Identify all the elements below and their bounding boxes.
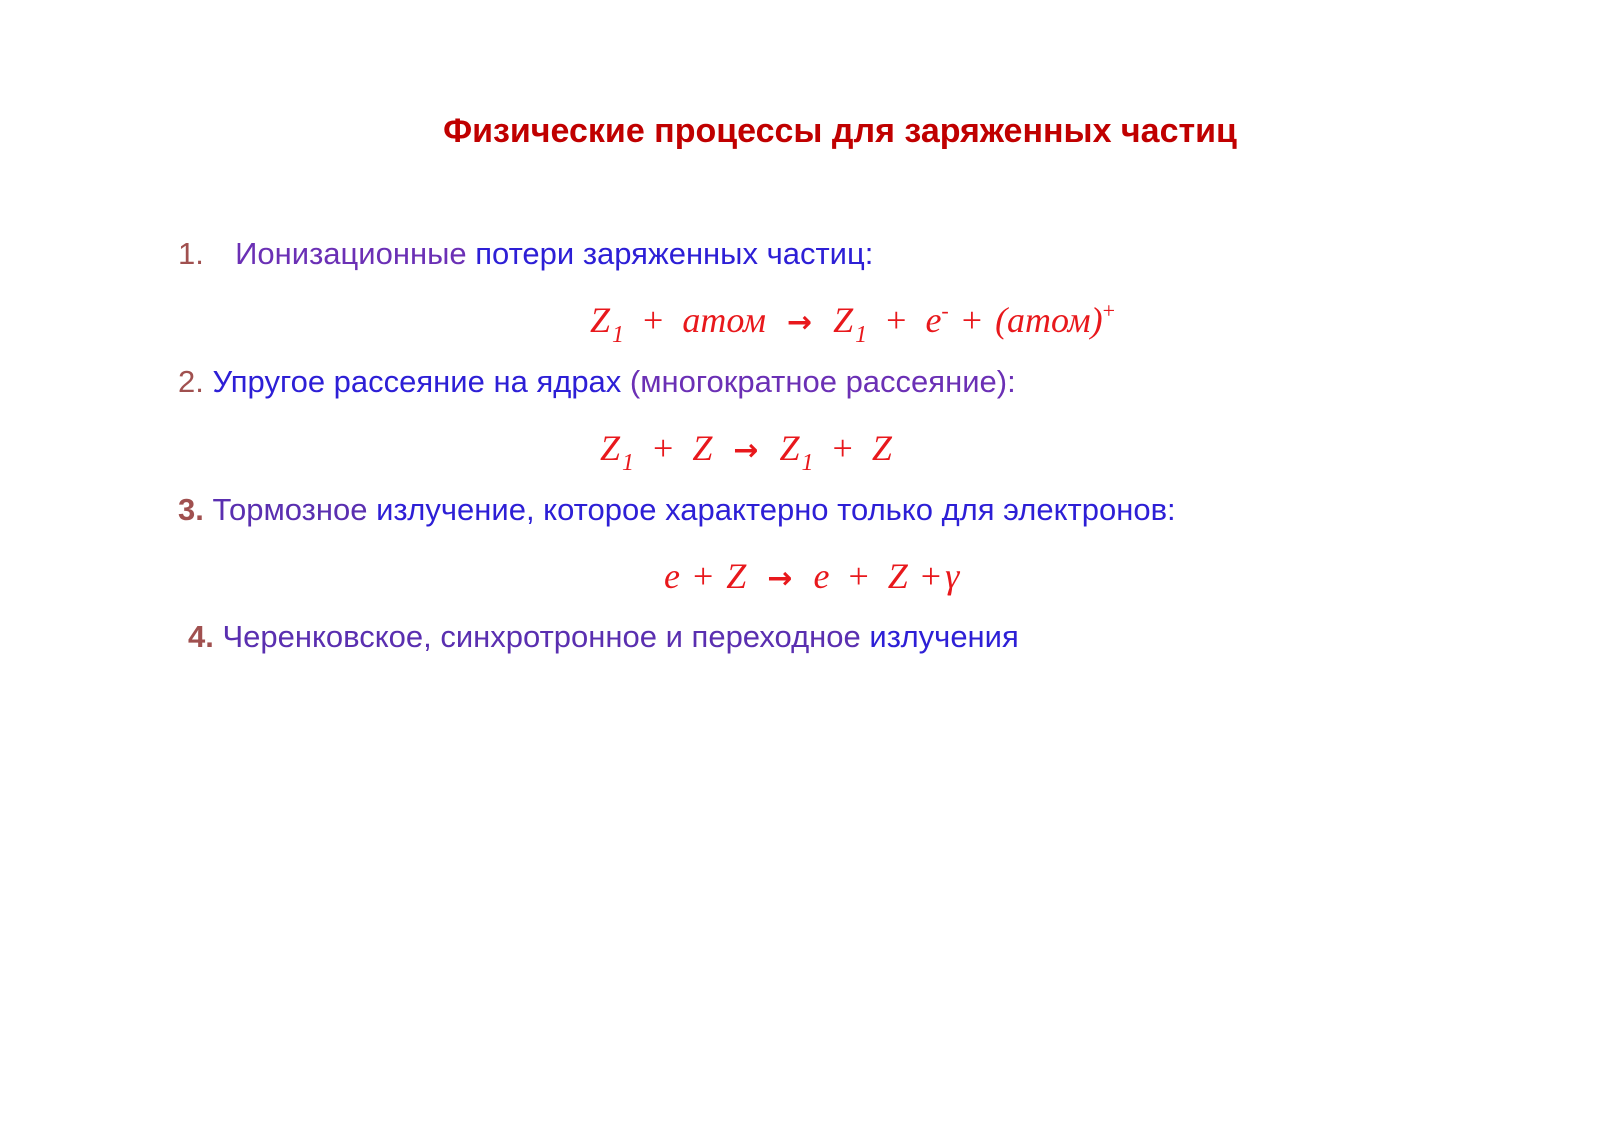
formula-symbol: Z [833,300,854,340]
formula-bremsstrahlung [664,554,959,601]
formula-operator: + [692,556,714,596]
list-item-1 [178,234,873,274]
formula-symbol: Z [871,428,892,468]
list-item-2 [178,362,1016,402]
formula-subscript: 1 [612,322,625,348]
list-item-text: Упругое рассеяние на ядрах [203,364,622,399]
list-number: 4. [188,619,214,654]
formula-subscript: 1 [801,450,814,476]
arrow-right-icon: → [767,561,793,596]
arrow-right-icon: → [786,305,813,340]
formula-operator: + [886,300,907,340]
formula-symbol: e [664,556,680,596]
formula-symbol: Z [590,300,611,340]
formula-elastic-scattering [600,426,892,475]
list-number: 2. [178,364,204,399]
list-item-text: Тормозное [203,492,368,527]
formula-symbol: атом [682,300,766,340]
list-item-4 [188,617,1019,657]
formula-symbol: Z [726,556,747,596]
formula-symbol: e [813,556,830,596]
list-item-text: излучения [860,619,1019,654]
formula-subscript: 1 [622,450,635,476]
formula-symbol: Z [600,428,621,468]
page-title: Физические процессы для заряженных частиц [443,112,1237,150]
formula-symbol: e [925,300,942,340]
formula-superscript: - [941,298,949,323]
list-item-text: (многократное рассеяние): [621,364,1016,399]
formula-symbol: Z [887,556,908,596]
arrow-right-icon: → [733,433,759,468]
list-item-3 [178,490,1176,530]
list-item-text: Ионизационные [235,236,467,271]
formula-operator: + [643,300,664,340]
list-number: 3. [178,492,204,527]
formula-symbol: Z [692,428,713,468]
list-item-text: излучение, которое характерно только для электронов: [367,492,1176,527]
list-item-text: потери заряженных частиц: [466,236,874,271]
formula-operator: + [848,556,869,596]
formula-symbol: (атом) [995,300,1103,340]
formula-operator: + [920,556,942,596]
formula-symbol: Z [779,428,800,468]
formula-operator: + [961,300,983,340]
formula-operator: + [832,428,853,468]
formula-superscript: + [1102,298,1116,323]
formula-ionization [590,298,1115,347]
list-number: 1. [178,236,204,271]
list-item-text: Черенковское, синхротронное и переходное [213,619,861,654]
formula-operator: + [653,428,674,468]
formula-subscript: 1 [855,322,868,348]
formula-symbol: γ [945,556,960,596]
